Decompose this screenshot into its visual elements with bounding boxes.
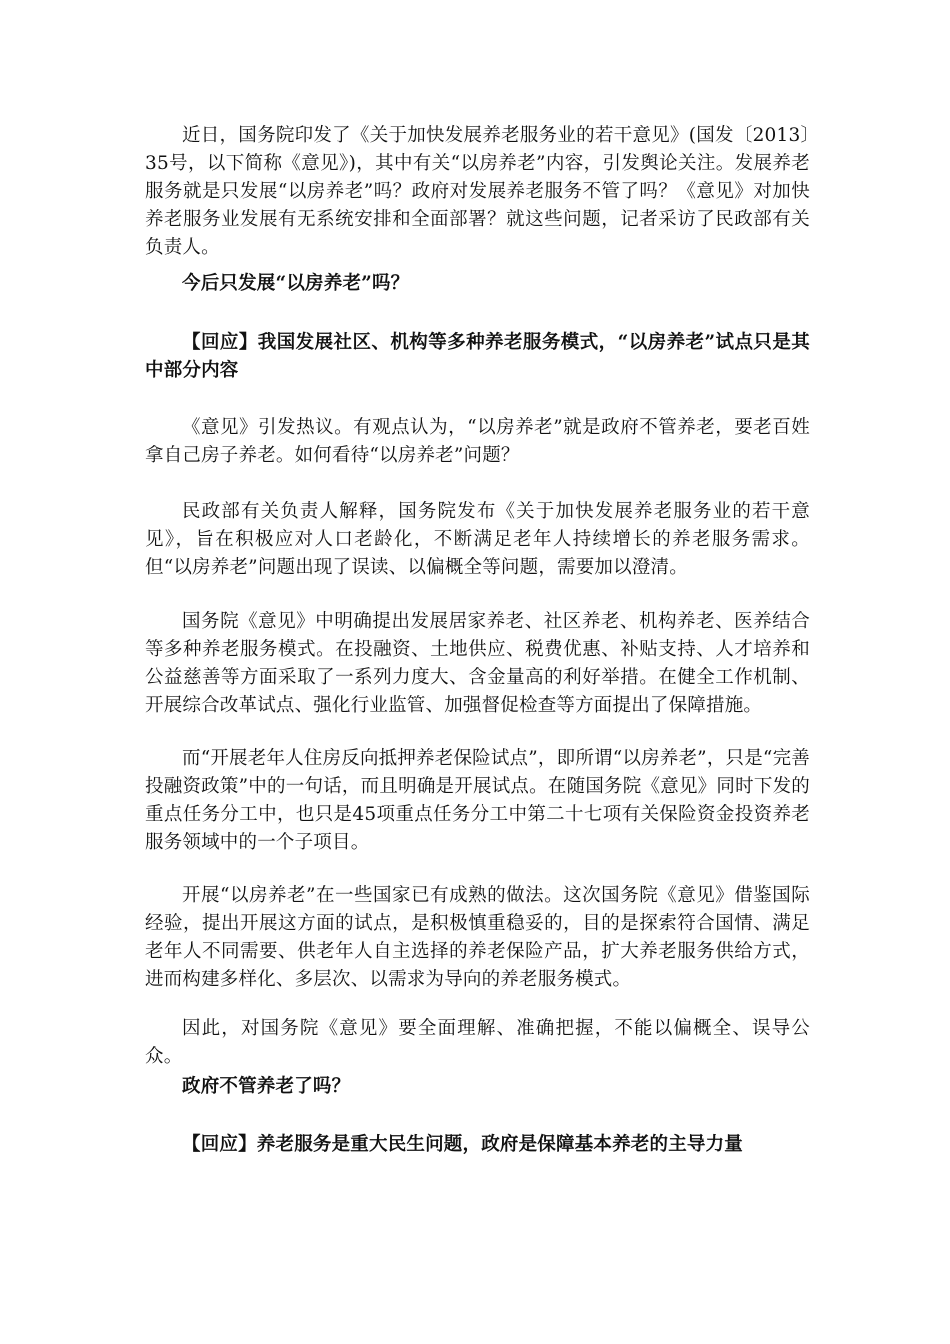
section-heading-1: 今后只发展“以房养老”吗？ [182,273,410,294]
response-heading-2: 【回应】养老服务是重大民生问题，政府是保障基本养老的主导力量 [182,1134,744,1155]
response-heading-1: 【回应】我国发展社区、机构等多种养老服务模式，“以房养老”试点只是其中部分内容 [145,332,810,381]
body-paragraph-5: 开展“以房养老”在一些国家已有成熟的做法。这次国务院《意见》借鉴国际经验，提出开展这方面的试点，是积极慎重稳妥的，目的是探索符合国情、满足老年人不同需要、供老年人自主选择的养老保险产品，扩大养老服务供给方式，进而构建多样化、多层次、以需求为导向的养老服务模式。 [145,885,810,990]
intro-paragraph: 近日，国务院印发了《关于加快发展养老服务业的若干意见》(国发〔2013〕35号，以下简称《意见》)，其中有关“以房养老”内容，引发舆论关注。发展养老服务就是只发展“以房养老”吗？政府对发展养老服务不管了吗？《意见》对加快养老服务业发展有无系统安排和全面部署？就这些问题，记者采访了民政部有关负责人。 [145,125,810,258]
body-paragraph-3: 国务院《意见》中明确提出发展居家养老、社区养老、机构养老、医养结合等多种养老服务模式。在投融资、土地供应、税费优惠、补贴支持、人才培养和公益慈善等方面采取了一系列力度大、含金量高的利好举措。在健全工作机制、开展综合改革试点、强化行业监管、加强督促检查等方面提出了保障措施。 [145,611,810,716]
section-heading-2: 政府不管养老了吗？ [182,1076,351,1097]
body-paragraph-6: 因此，对国务院《意见》要全面理解、准确把握，不能以偏概全、误导公众。 [145,1018,810,1067]
body-paragraph-4: 而“开展老年人住房反向抵押养老保险试点”，即所谓“以房养老”，只是“完善投融资政策”中的一句话，而且明确是开展试点。在随国务院《意见》同时下发的重点任务分工中，也只是45项重点任务分工中第二十七项有关保险资金投资养老服务领域中的一个子项目。 [145,748,810,853]
body-paragraph-1: 《意见》引发热议。有观点认为，“以房养老”就是政府不管养老，要老百姓拿自己房子养老。如何看待“以房养老”问题？ [145,417,810,466]
body-paragraph-2: 民政部有关负责人解释，国务院发布《关于加快发展养老服务业的若干意见》，旨在积极应对人口老龄化，不断满足老年人持续增长的养老服务需求。但“以房养老”问题出现了误读、以偏概全等问题，需要加以澄清。 [145,501,810,578]
